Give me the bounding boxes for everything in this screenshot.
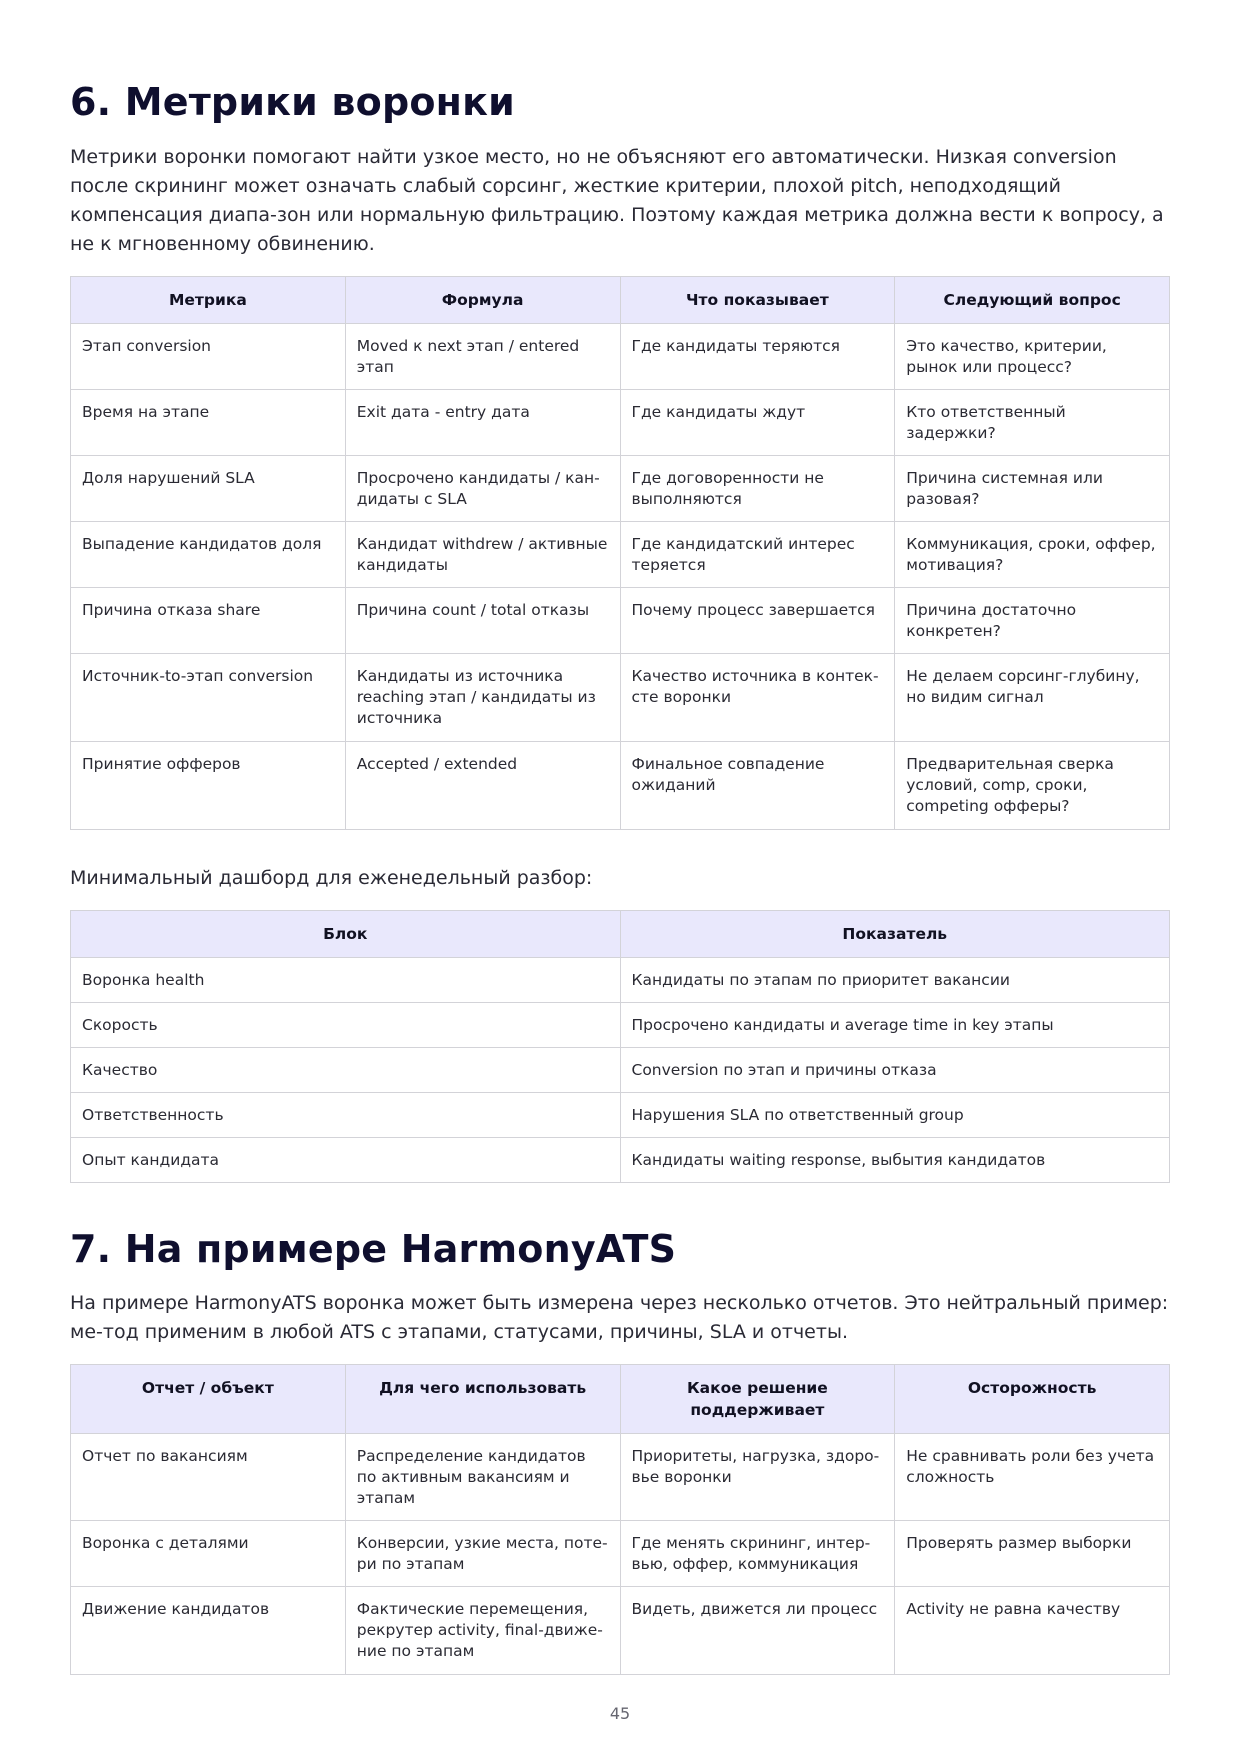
table-cell: Скорость — [71, 1003, 621, 1048]
table-header-row — [71, 911, 1170, 958]
table-cell: Кандидаты по этапам по приоритет вакансии — [620, 958, 1170, 1003]
table-cell: Нарушения SLA по ответственный group — [620, 1093, 1170, 1138]
table-cell: Не сравнивать роли без учета сложность — [895, 1434, 1170, 1521]
table-cell: Опыт кандидата — [71, 1138, 621, 1183]
table-cell: Коммуникация, сроки, оффер, мотивация? — [895, 522, 1170, 588]
section-7-heading: 7. На примере HarmonyATS — [70, 1227, 677, 1271]
column-header: Какое решение поддерживает — [620, 1365, 895, 1434]
table-row — [71, 1587, 1170, 1675]
table-cell: Доля нарушений SLA — [71, 456, 346, 522]
column-header: Следующий вопрос — [895, 277, 1170, 324]
table-cell: Кто ответственный задержки? — [895, 390, 1170, 456]
dashboard-caption: Минимальный дашборд для еженедельный разбор: — [70, 867, 593, 889]
table-cell: Отчет по вакансиям — [71, 1434, 346, 1521]
dashboard-table — [70, 910, 1170, 1183]
table-row — [71, 1434, 1170, 1521]
table-cell: Движение кандидатов — [71, 1587, 346, 1675]
table-cell: Источник-to-этап conversion — [71, 654, 346, 742]
table-cell: Время на этапе — [71, 390, 346, 456]
table-cell: Фактические перемещения, рекрутер activity, final-движе-ние по этапам — [345, 1587, 620, 1675]
table-row — [71, 1003, 1170, 1048]
table-cell: Activity не равна качеству — [895, 1587, 1170, 1675]
column-header: Отчет / объект — [71, 1365, 346, 1434]
table-cell: Принятие офферов — [71, 742, 346, 830]
table-cell: Exit дата - entry дата — [345, 390, 620, 456]
table-row — [71, 324, 1170, 390]
section-6-heading: 6. Метрики воронки — [70, 80, 515, 124]
table-cell: Кандидаты из источника reaching этап / кандидаты из источника — [345, 654, 620, 742]
table-cell: Где кандидаты теряются — [620, 324, 895, 390]
table-cell: Кандидат withdrew / активные кандидаты — [345, 522, 620, 588]
table-row — [71, 522, 1170, 588]
table-row — [71, 742, 1170, 830]
table-cell: Воронка с деталями — [71, 1521, 346, 1587]
table-cell: Где кандидатский интерес теряется — [620, 522, 895, 588]
table-header-row — [71, 277, 1170, 324]
table-cell: Видеть, движется ли процесс — [620, 1587, 895, 1675]
table-cell: Причина системная или разовая? — [895, 456, 1170, 522]
table-row — [71, 1138, 1170, 1183]
table-cell: Финальное совпадение ожиданий — [620, 742, 895, 830]
metrics-table — [70, 276, 1170, 830]
table-cell: Выпадение кандидатов доля — [71, 522, 346, 588]
table-row — [71, 588, 1170, 654]
table-row — [71, 958, 1170, 1003]
column-header: Блок — [71, 911, 621, 958]
section-7-intro: На примере HarmonyATS воронка может быть измерена через несколько отчетов. Это нейтральный пример: ме-тод применим в любой ATS с этапами, статусами, причины, SLA и отчеты. — [70, 1292, 1169, 1343]
column-header: Метрика — [71, 277, 346, 324]
page-number: 45 — [609, 1704, 631, 1723]
table-cell: Причина достаточно конкретен? — [895, 588, 1170, 654]
table-row — [71, 390, 1170, 456]
column-header: Осторожность — [895, 1365, 1170, 1434]
column-header: Для чего использовать — [345, 1365, 620, 1434]
table-row — [71, 1521, 1170, 1587]
table-cell: Почему процесс завершается — [620, 588, 895, 654]
table-header-row — [71, 1365, 1170, 1434]
table-cell: Где менять скрининг, интер-вью, оффер, коммуникация — [620, 1521, 895, 1587]
table-cell: Не делаем сорсинг-глубину, но видим сигнал — [895, 654, 1170, 742]
column-header: Формула — [345, 277, 620, 324]
table-cell: Этап conversion — [71, 324, 346, 390]
table-cell: Распределение кандидатов по активным вакансиям и этапам — [345, 1434, 620, 1521]
table-row — [71, 456, 1170, 522]
table-row — [71, 1093, 1170, 1138]
table-cell: Ответственность — [71, 1093, 621, 1138]
column-header: Показатель — [620, 911, 1170, 958]
column-header: Что показывает — [620, 277, 895, 324]
section-6-intro: Метрики воронки помогают найти узкое место, но не объясняют его автоматически. Низкая conversion после скрининг может означать слабый сорсинг, жесткие критерии, плохой pitch, неподходящий компенсация диапа-зон или нормальную фильтрацию. Поэтому каждая метрика должна вести к вопросу, а не к мгновенному обвинению. — [70, 146, 1164, 255]
reports-table — [70, 1364, 1170, 1675]
table-cell: Причина count / total отказы — [345, 588, 620, 654]
table-cell: Это качество, критерии, рынок или процесс? — [895, 324, 1170, 390]
table-cell: Conversion по этап и причины отказа — [620, 1048, 1170, 1093]
table-cell: Качество — [71, 1048, 621, 1093]
table-cell: Кандидаты waiting response, выбытия кандидатов — [620, 1138, 1170, 1183]
table-cell: Воронка health — [71, 958, 621, 1003]
table-cell: Просрочено кандидаты и average time in key этапы — [620, 1003, 1170, 1048]
table-cell: Конверсии, узкие места, поте-ри по этапам — [345, 1521, 620, 1587]
table-cell: Accepted / extended — [345, 742, 620, 830]
table-cell: Приоритеты, нагрузка, здоро-вье воронки — [620, 1434, 895, 1521]
table-cell: Где кандидаты ждут — [620, 390, 895, 456]
table-cell: Проверять размер выборки — [895, 1521, 1170, 1587]
table-row — [71, 654, 1170, 742]
table-cell: Где договоренности не выполняются — [620, 456, 895, 522]
table-cell: Качество источника в контек-сте воронки — [620, 654, 895, 742]
table-row — [71, 1048, 1170, 1093]
table-cell: Предварительная сверка условий, comp, сроки, competing офферы? — [895, 742, 1170, 830]
table-cell: Moved к next этап / entered этап — [345, 324, 620, 390]
table-cell: Причина отказа share — [71, 588, 346, 654]
table-cell: Просрочено кандидаты / кан-дидаты с SLA — [345, 456, 620, 522]
